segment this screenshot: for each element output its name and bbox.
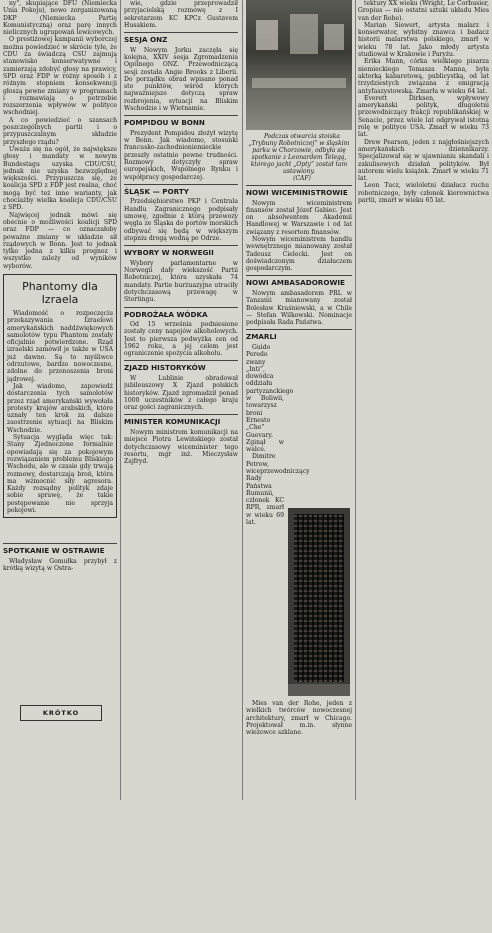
col4-text: Everett Dirksen, wpływowy amerykański polityk, długoletni przewodniczący frakcji republikańskiej w Senacie, przez wiele lat odgrywał istotną rolę w polityce USA. Zmarł w wieku 73 lat. bbox=[358, 94, 489, 139]
phantomy-box bbox=[3, 274, 117, 518]
phantomy-paragraph: Wiadomość o rozpoczęciu przekazywania Izraelowi amerykańskich naddźwiękowych samolotów typu Phantom zostały oficjalnie potwierdzone. Rząd izraelski zamówił je także w USA już dawno. Są to myśliwce odrzutowe, bardzo nowoczesne, zdolne do przenoszenia broni jądrowej. bbox=[7, 309, 113, 383]
photo2-caption-block bbox=[246, 700, 352, 800]
slask-porty-heading: ŚLĄSK — PORTY bbox=[124, 186, 189, 196]
divider bbox=[124, 360, 238, 361]
wiceministrowie-heading: NOWI WICEMINISTROWIE bbox=[246, 188, 348, 197]
zjazd-heading: ZJAZD HISTORYKÓW bbox=[124, 363, 206, 373]
sesja-onz-heading: SESJA ONZ bbox=[124, 35, 168, 45]
spotkanie-text: Władysław Gomułka przybył z krótką wizytą w Ostra- bbox=[3, 557, 117, 573]
pompidou-text: Prezydent Pompidou złożył wizytę w Bonn. Jak wiadomo, stosunki francusko-zachodnioniemieckie przeszły ostatnio pewne trudności. Rozmowy dotyczyły spraw europejskich, Wspólnego Rynku i współpracy gospodarczej. bbox=[124, 129, 238, 181]
photo-credit: (CAF) bbox=[293, 175, 311, 182]
krotko-label: KRÓTKO bbox=[20, 705, 102, 721]
divider bbox=[246, 275, 352, 276]
divider bbox=[124, 32, 238, 33]
divider bbox=[124, 184, 238, 185]
pompidou-heading: POMPIDOU W BONN bbox=[124, 118, 205, 128]
zmarli-text: Dimitre Petrow, wiceprzewodniczący Rady Państwa Rumunii, członek KC RPR, zmarł w wieku 69 lat. bbox=[246, 453, 310, 527]
col1-paragraph: O prestiżowej kampanii wyborczej można powiedzieć w skrócie tyle, że CDU za świadczą CSU zajmują stanowisko konserwatywne i zamierzają zdobyć głosy na prawicy, SPD oraz FDP w różny sposób i z różnym stopniem konsekwencji głoszą pewne zmiany w programach i rozmawiają o potrzebie rozszerzenia wpływów w polityce wschodniej. bbox=[3, 36, 117, 117]
photo2-caption: Mies van der Rohe, jeden z wielkich twórców nowoczesnej architektury, zmarł w Chicago. Projektował m.in. słynne wieżowce szklane. bbox=[246, 700, 352, 737]
divider bbox=[246, 185, 352, 186]
phantomy-paragraph: Sytuacja wygląda więc tak: Stany Zjednoczone formalnie opowiadają się za pokojowym rozwiązaniem problemu Bliskiego Wschodu, ale w czasie gdy trwają rozmowy, dostarczają broń, która ma wzmocnić siły agresora. Każdy rozsądny polityk zdaje sobie sprawę, że takie postępowanie nie sprzyja pokojowi. bbox=[7, 434, 113, 514]
slask-porty-text: Przedsiębiorstwo PKP i Centrala Handlu Zagranicznego podpisały umowę, zgodnie z którą przewozy węgla ze Śląska do portów morskich odbywać się będą w większym stopniu drogą wodną po Odrze. bbox=[124, 198, 238, 242]
col4-text: Drew Pearson, jeden z najgłośniejszych amerykańskich dziennikarzy. Specjalizował się w ujawnianiu skandali i zakulisowych działań polityków. Był autorem wielu książek. Zmarł w wieku 71 lat. bbox=[358, 138, 489, 183]
column-rule bbox=[242, 0, 243, 800]
divider bbox=[246, 329, 352, 330]
column-2 bbox=[124, 0, 238, 800]
divider bbox=[3, 543, 117, 544]
col4-text: Erika Mann, córka wielkiego pisarza niemieckiego Tomasza Manna, była aktorką kabaretową, publicystką, od lat trzydziestych związana z emigracją antyfaszystowską. Zmarła w wieku 64 lat. bbox=[358, 58, 489, 95]
phantomy-title: Phantomy dla Izraela bbox=[22, 279, 98, 306]
column-4 bbox=[358, 0, 489, 800]
col4-text: tektury XX wieku (Wright, Le Corbusier, Gropius — nie ostatni sztuki układu Mies van der Rohe). bbox=[358, 0, 489, 22]
wiceministrowie-text: Nowym wiceministrem handlu wewnętrznego mianowany został Tadeusz Cielecki. Jest on doświadczonym działaczem gospodarczym. bbox=[246, 235, 352, 273]
col2-top: wie, gdzie przeprowadził przyjacielską rozmowę z I sekretarzem KC KPCz Gustavem Husakiem. bbox=[124, 0, 238, 29]
building-photo bbox=[288, 508, 350, 696]
col1-paragraph: A co powiedzieć o szansach poszczególnych partii i o przypuszczalnym składzie przyszłego rządu? bbox=[3, 116, 117, 146]
wybory-text: Wybory parlamentarne w Norwegii dały wiekszość Partii Robotniczej, która uzyskała 74 mandaty. Partie burżuazyjne utraciły dotychczasową przewagę w Stortingu. bbox=[124, 259, 238, 304]
ambasadorowie-text: Nowym ambasadorem PRL w Tanzanii mianowany został Bolesław Kraśniewski, a w Chile — Stefan Wilkowski. Nominacje podpisała Rada Państwa. bbox=[246, 289, 352, 327]
col1-paragraph: Uważa się na ogół, że największe głosy i mandaty w nowym Bundestagu uzyska CDU/CSU, jednak nie uzyska bezwzględnej większości. Przypuszcza się, że koalicja SPD z FDP jest realna, choć mogą być też inne warianty, jak chociażby wielka koalicja CDU/CSU z SPD. bbox=[3, 145, 117, 212]
divider bbox=[124, 245, 238, 246]
phantomy-paragraph: Jak wiadomo, zapowiedź dostarczenia tych samolotów przez rząd amerykański wywołała protesty krajów arabskich, które uznały ten krok za dalsze zaostrzenie sytuacji na Bliskim Wschodzie. bbox=[7, 382, 113, 434]
ambasadorowie-heading: NOWI AMBASADOROWIE bbox=[246, 278, 345, 288]
column-rule bbox=[355, 0, 356, 800]
sesja-onz-text: W Nowym Jorku zaczęła się kolejna, XXIV sesja Zgromadzenia Ogólnego ONZ. Przewodniczącą sesji została Angie Brooks z Liberii. Do porządku obrad wpisano ponad sto punktów, wśród których najważniejsze dotyczą spraw rozbrojenia, sytuacji na Bliskim Wschodzie i w Wietnamie. bbox=[124, 46, 238, 113]
wybory-heading: WYBORY W NORWEGII bbox=[124, 248, 214, 258]
column-rule bbox=[120, 0, 121, 800]
zmarli-heading: ZMARLI bbox=[246, 332, 277, 342]
minister-text: Nowym ministrem komunikacji na miejsce Piotra Lewińskiego został dotychczasowy wiceminister tego resortu, mgr inż. Mieczysław Zajfryd. bbox=[124, 428, 238, 466]
zmarli-text: Guido Peredo zwany „Inti”, dowódca oddziału partyzanckiego w Boliwii, towarzysz broni Ernesto „Che” Guevary. Zginął w walce. bbox=[246, 343, 294, 454]
divider bbox=[124, 414, 238, 415]
column-1 bbox=[3, 0, 117, 800]
minister-heading: MINISTER KOMUNIKACJI bbox=[124, 417, 221, 427]
col4-text: Marian Siewert, artysta malarz i konserwator, wybitny znawca i badacz historii malarstwa polskiego, zmarł w wieku 78 lat. Jako młody artysta studiował w Krakowie i Paryżu. bbox=[358, 21, 489, 59]
col1-intro: ny", skupiające DFU (Niemiecka Unia Pokoju), nowo zorganizowaną DKP (Niemiecka Partię Komunistyczną) oraz parę innych nielicznych ugrupowań lewicowych. bbox=[3, 0, 117, 37]
spotkanie-heading: SPOTKANIE W OSTRAWIE bbox=[3, 546, 105, 556]
col1-paragraph: Najwięcej jednak mówi się obecnie o możliwości koalicji SPD oraz FDP — co oznaczałoby poważne zmiany w układzie sił rządowych w Bonn. Jest to jednak tylko jedna z kilku prognoz i wszystko zależy od wyników wyborów. bbox=[3, 211, 117, 270]
photo-caption: Podczas otwarcia stoiska „Trybuny Robotniczej” w śląskim parku w Chorzowie, odbyła się spotkanie z Leonardem Telegą, którego jacht „Opty” został tam ustawiony. bbox=[248, 133, 350, 175]
zjazd-text: W Lublinie obradował jubileuszowy X Zjazd polskich historyków. Zjazd zgromadził ponad 1000 uczestników z całego kraju oraz gości zagranicznych. bbox=[124, 374, 238, 412]
wodka-heading: PODROŻAŁA WÓDKA bbox=[124, 309, 208, 319]
wiceministrowie-text: Nowym wiceministrem finansów został Józef Gabiec. Jest on absolwentem Akademii Handlowej w Warszawie i od lat związany z resortem finansów. bbox=[246, 199, 352, 236]
wodka-text: Od 15 września podniesione zostały ceny napojów alkoholowych. Jest to pierwsza podwyżka cen od 1962 roku, a jej celem jest ograniczenie spożycia alkoholu. bbox=[124, 321, 238, 358]
col4-text: Leon Tucz, wieloletni działacz ruchu robotniczego, były członek kierownictwa partii, zmarł w wieku 65 lat. bbox=[358, 182, 489, 205]
divider bbox=[124, 307, 238, 308]
divider bbox=[124, 115, 238, 116]
